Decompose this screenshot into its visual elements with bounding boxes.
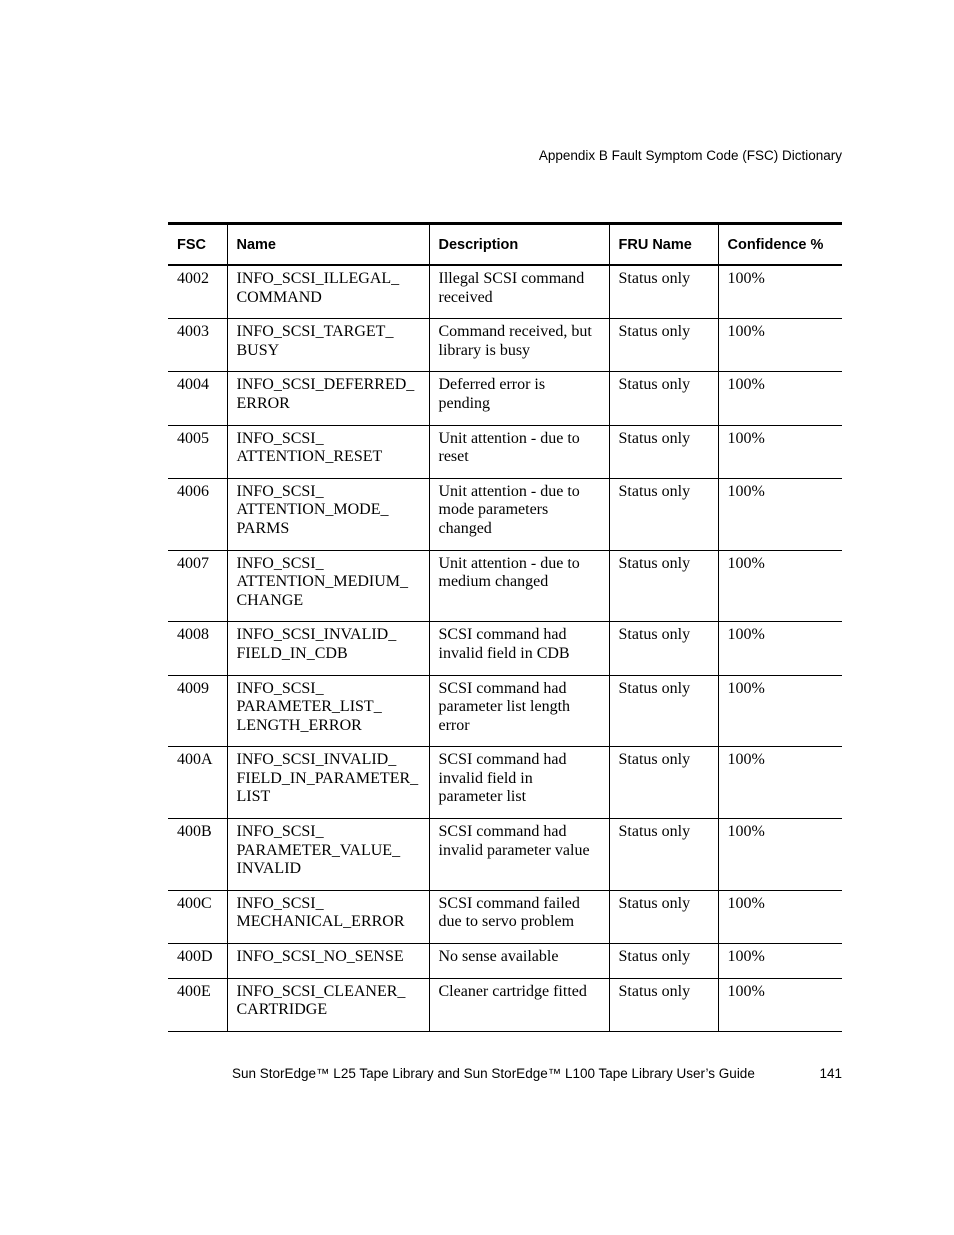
cell-fru-name: Status only <box>609 478 718 550</box>
cell-fsc: 4005 <box>168 425 227 478</box>
cell-description: SCSI command had parameter list length error <box>429 675 609 747</box>
cell-fsc: 400C <box>168 890 227 943</box>
column-header-description: Description <box>429 224 609 266</box>
cell-description: Unit attention - due to medium changed <box>429 550 609 622</box>
cell-name: INFO_SCSI_INVALID_ FIELD_IN_CDB <box>227 622 429 675</box>
cell-description: SCSI command had invalid field in parameter list <box>429 747 609 819</box>
cell-confidence: 100% <box>718 372 842 425</box>
table-row <box>168 747 842 819</box>
fsc-table <box>168 222 842 1032</box>
cell-name: INFO_SCSI_NO_SENSE <box>227 944 429 979</box>
cell-confidence: 100% <box>718 747 842 819</box>
table-row <box>168 890 842 943</box>
cell-confidence: 100% <box>718 550 842 622</box>
cell-description: Cleaner cartridge fitted <box>429 978 609 1031</box>
cell-description: Unit attention - due to reset <box>429 425 609 478</box>
table-row <box>168 550 842 622</box>
cell-confidence: 100% <box>718 265 842 319</box>
cell-fsc: 4004 <box>168 372 227 425</box>
table-row <box>168 265 842 319</box>
cell-description: Deferred error is pending <box>429 372 609 425</box>
cell-name: INFO_SCSI_ ATTENTION_MODE_ PARMS <box>227 478 429 550</box>
cell-fru-name: Status only <box>609 265 718 319</box>
cell-fsc: 4007 <box>168 550 227 622</box>
cell-name: INFO_SCSI_INVALID_ FIELD_IN_PARAMETER_ LIST <box>227 747 429 819</box>
cell-fru-name: Status only <box>609 747 718 819</box>
table-row <box>168 675 842 747</box>
cell-fsc: 4003 <box>168 319 227 372</box>
table-row <box>168 372 842 425</box>
table-row <box>168 425 842 478</box>
cell-name: INFO_SCSI_ ATTENTION_MEDIUM_ CHANGE <box>227 550 429 622</box>
footer-title: Sun StorEdge™ L25 Tape Library and Sun StorEdge™ L100 Tape Library User’s Guide <box>232 1066 755 1081</box>
column-header-confidence: Confidence % <box>718 224 842 266</box>
cell-name: INFO_SCSI_ ATTENTION_RESET <box>227 425 429 478</box>
cell-name: INFO_SCSI_DEFERRED_ ERROR <box>227 372 429 425</box>
column-header-fsc: FSC <box>168 224 227 266</box>
table-header-row <box>168 224 842 266</box>
column-header-fru-name: FRU Name <box>609 224 718 266</box>
cell-fru-name: Status only <box>609 372 718 425</box>
cell-name: INFO_SCSI_TARGET_ BUSY <box>227 319 429 372</box>
cell-fru-name: Status only <box>609 425 718 478</box>
cell-description: No sense available <box>429 944 609 979</box>
cell-fru-name: Status only <box>609 890 718 943</box>
cell-confidence: 100% <box>718 819 842 891</box>
cell-confidence: 100% <box>718 425 842 478</box>
cell-confidence: 100% <box>718 478 842 550</box>
cell-confidence: 100% <box>718 675 842 747</box>
cell-fsc: 400E <box>168 978 227 1031</box>
cell-fru-name: Status only <box>609 319 718 372</box>
cell-description: Command received, but library is busy <box>429 319 609 372</box>
cell-confidence: 100% <box>718 890 842 943</box>
cell-fru-name: Status only <box>609 622 718 675</box>
cell-description: Illegal SCSI command received <box>429 265 609 319</box>
table-row <box>168 819 842 891</box>
cell-fsc: 4002 <box>177 270 209 287</box>
table-row <box>168 622 842 675</box>
table-row <box>168 944 842 979</box>
cell-fsc: 4009 <box>168 675 227 747</box>
cell-name: INFO_SCSI_ILLEGAL_ COMMAND <box>227 265 429 319</box>
cell-fsc: 400A <box>168 747 227 819</box>
cell-fru-name: Status only <box>609 978 718 1031</box>
table-row <box>168 978 842 1031</box>
page-number: 141 <box>819 1066 842 1081</box>
cell-description: SCSI command failed due to servo problem <box>429 890 609 943</box>
cell-description: SCSI command had invalid field in CDB <box>429 622 609 675</box>
column-header-name: Name <box>227 224 429 266</box>
table-row <box>168 319 842 372</box>
table-row <box>168 478 842 550</box>
cell-name: INFO_SCSI_ PARAMETER_VALUE_ INVALID <box>227 819 429 891</box>
cell-confidence: 100% <box>718 944 842 979</box>
cell-name: INFO_SCSI_ MECHANICAL_ERROR <box>227 890 429 943</box>
cell-fsc: 4008 <box>168 622 227 675</box>
cell-name: INFO_SCSI_ PARAMETER_LIST_ LENGTH_ERROR <box>227 675 429 747</box>
cell-fru-name: Status only <box>609 819 718 891</box>
cell-name: INFO_SCSI_CLEANER_ CARTRIDGE <box>227 978 429 1031</box>
cell-fsc: 4006 <box>168 478 227 550</box>
cell-confidence: 100% <box>718 319 842 372</box>
running-header: Appendix B Fault Symptom Code (FSC) Dictionary <box>538 148 842 163</box>
cell-description: Unit attention - due to mode parameters changed <box>429 478 609 550</box>
cell-description: SCSI command had invalid parameter value <box>429 819 609 891</box>
cell-fru-name: Status only <box>609 944 718 979</box>
cell-fru-name: Status only <box>609 675 718 747</box>
cell-confidence: 100% <box>718 622 842 675</box>
cell-fsc: 400B <box>168 819 227 891</box>
cell-fsc: 400D <box>168 944 227 979</box>
cell-fru-name: Status only <box>609 550 718 622</box>
cell-confidence: 100% <box>718 978 842 1031</box>
